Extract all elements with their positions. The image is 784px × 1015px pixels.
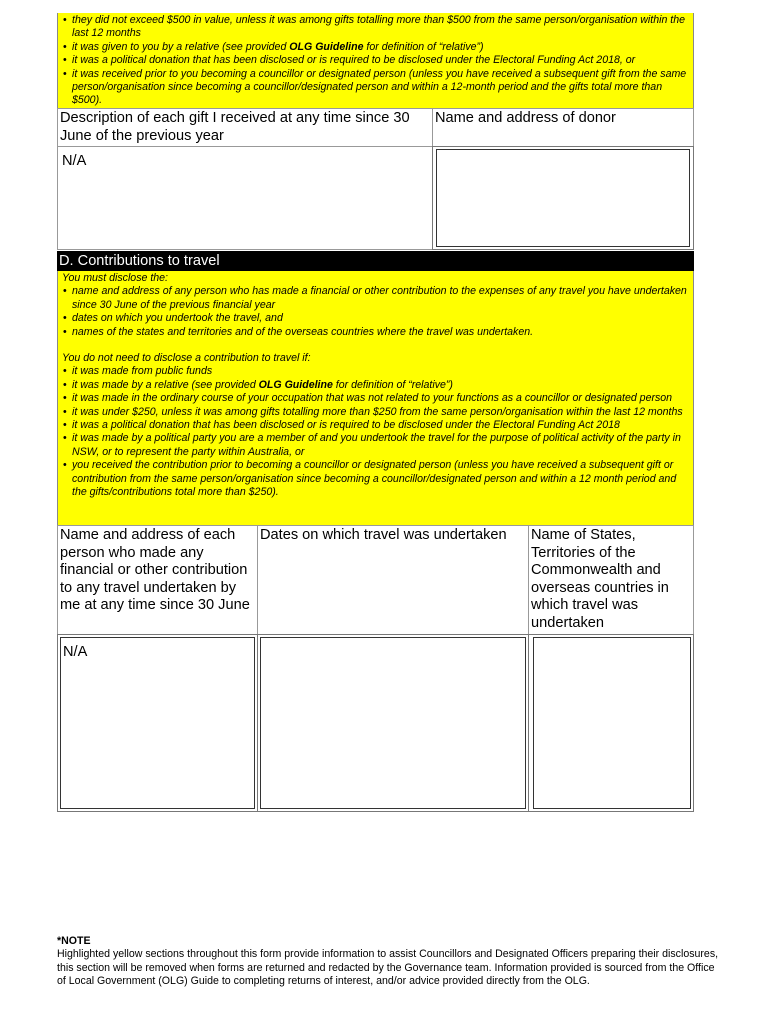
- note-body: Highlighted yellow sections throughout this form provide information to assist Councillors and Designated Officers preparing their disclosures, this section will be removed when forms are returned and redacted by the Governance team. Information provided is sourced from the Office of Local Government (OLG) Guide to completing returns of interest, and/or advice provided directly from the OLG.: [57, 948, 719, 988]
- travel-col3-header: Name of States, Territories of the Commonwealth and overseas countries in which travel was undertaken: [528, 525, 694, 635]
- travel-info-block: [57, 271, 694, 525]
- must-disclose-item: • name and address of any person who has made a financial or other contribution to the expenses of any travel you have undertaken since 30 June of the previous financial year: [60, 285, 691, 312]
- gifts-info-item: • they did not exceed $500 in value, unless it was among gifts totalling more than $500 from the same person/organisation within the last 12 months: [60, 14, 689, 41]
- footer-note: [57, 935, 719, 989]
- gifts-info-item: • it was a political donation that has been disclosed or is required to be disclosed under the Electoral Funding Act 2018, or: [60, 54, 689, 67]
- no-need-lead: You do not need to disclose a contribution to travel if:: [62, 352, 311, 365]
- gifts-entry-value: N/A: [62, 153, 87, 169]
- gifts-col2-header: Name and address of donor: [432, 108, 694, 147]
- no-need-item-relative: • it was made by a relative (see provided OLG Guideline for definition of “relative”): [60, 379, 691, 392]
- travel-col2-header: Dates on which travel was undertaken: [257, 525, 529, 635]
- gifts-info-item-relative: • it was given to you by a relative (see provided OLG Guideline for definition of “relative”): [60, 41, 689, 54]
- must-disclose-lead: You must disclose the:: [62, 272, 168, 284]
- travel-places-field[interactable]: [533, 637, 691, 809]
- gifts-info-item: • it was received prior to you becoming a councillor or designated person (unless you have received a subsequent gift from the same person/organisation since becoming a councillor/designated person and within a 12-month period and the gifts total more than $500).: [60, 68, 689, 108]
- no-need-item: • it was under $250, unless it was among gifts totalling more than $250 from the same person/organisation within the last 12 months: [60, 406, 691, 419]
- travel-contributor-field[interactable]: [60, 637, 255, 809]
- section-d-title: D. Contributions to travel: [57, 251, 694, 271]
- note-heading: *NOTE: [57, 935, 91, 947]
- no-need-item: • it was made from public funds: [60, 365, 691, 378]
- travel-entry-value: N/A: [63, 644, 88, 660]
- gifts-col1-header: Description of each gift I received at any time since 30 June of the previous year: [57, 108, 433, 147]
- gifts-donor-field[interactable]: [436, 149, 690, 247]
- no-need-item: • it was made by a political party you are a member of and you undertook the travel for the purpose of political activity of the party in NSW, or to represent the party within Australia, or: [60, 432, 691, 459]
- gifts-description-field[interactable]: [57, 146, 433, 250]
- no-need-item: • it was made in the ordinary course of your occupation that was not related to your functions as a councillor or designated person: [60, 392, 691, 405]
- travel-dates-field[interactable]: [260, 637, 526, 809]
- travel-col1-header: Name and address of each person who made any financial or other contribution to any travel undertaken by me at any time since 30 June: [57, 525, 258, 635]
- no-need-item: • you received the contribution prior to becoming a councillor or designated person (unless you have received a subsequent gift or contribution from the same person/organisation since becoming a councillor/designated person and within a 12 month period and the gifts/contributions total more than $250).: [60, 459, 691, 499]
- must-disclose-item: • names of the states and territories and of the overseas countries where the travel was undertaken.: [60, 326, 691, 339]
- gifts-info-block: [57, 13, 694, 108]
- must-disclose-item: • dates on which you undertook the travel, and: [60, 312, 691, 325]
- no-need-item: • it was a political donation that has been disclosed or is required to be disclosed under the Electoral Funding Act 2018: [60, 419, 691, 432]
